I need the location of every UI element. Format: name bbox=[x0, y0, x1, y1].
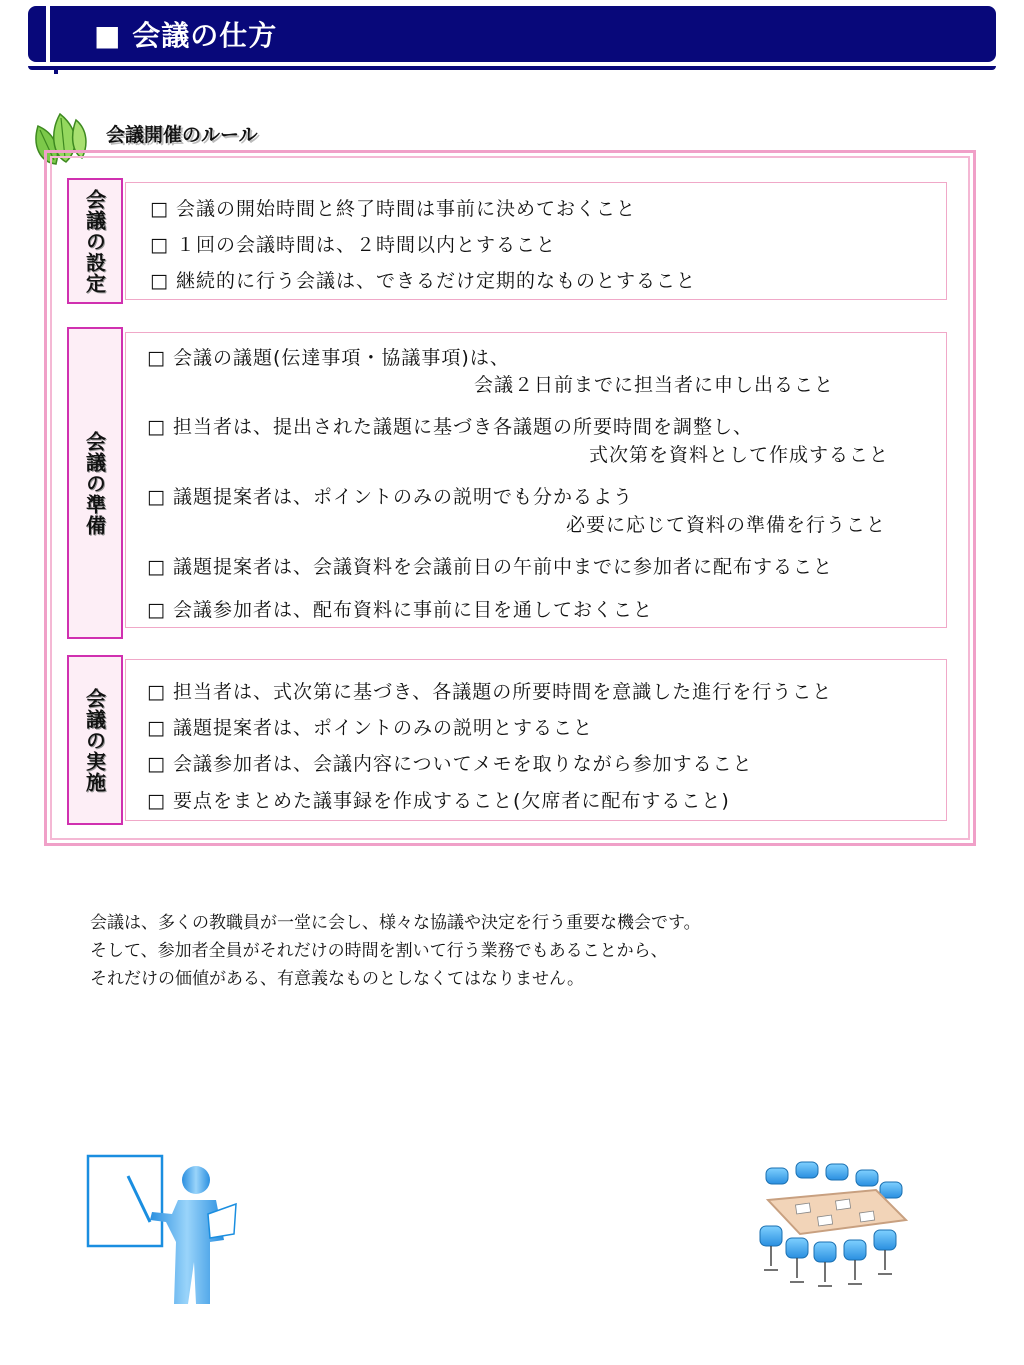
body-paragraph-line: そして、参加者全員がそれだけの時間を割いて行う業務でもあることから、 bbox=[90, 941, 668, 961]
list-item-continuation: 会議２日前までに担当者に申し出ること bbox=[474, 374, 835, 396]
list-item: □ 議題提案者は、ポイントのみの説明でも分かるよう bbox=[147, 486, 633, 508]
list-item: □ １回の会議時間は、２時間以内とすること bbox=[150, 234, 556, 256]
list-item: □ 議題提案者は、ポイントのみの説明とすること bbox=[147, 717, 593, 739]
list-item: □ 要点をまとめた議事録を作成すること(欠席者に配布すること) bbox=[147, 790, 730, 812]
list-item: □ 継続的に行う会議は、できるだけ定期的なものとすること bbox=[150, 270, 696, 292]
list-item: □ 担当者は、提出された議題に基づき各議題の所要時間を調整し、 bbox=[147, 416, 753, 438]
group-label-preparation: 会議の準備 bbox=[67, 327, 123, 639]
list-item: □ 会議の議題(伝達事項・協議事項)は、 bbox=[147, 347, 510, 369]
page-title: ■ 会議の仕方 bbox=[94, 19, 278, 52]
group-label-execution: 会議の実施 bbox=[67, 655, 123, 825]
body-paragraph-line: それだけの価値がある、有意義なものとしなくてはなりません。 bbox=[90, 969, 585, 989]
presenter-clipart bbox=[84, 1152, 244, 1310]
list-item: □ 議題提案者は、会議資料を会議前日の午前中までに参加者に配布すること bbox=[147, 556, 833, 578]
list-item: □ 会議参加者は、会議内容についてメモを取りながら参加すること bbox=[147, 753, 753, 775]
group-label-setting: 会議の設定 bbox=[67, 178, 123, 304]
list-item: □ 会議の開始時間と終了時間は事前に決めておくこと bbox=[150, 198, 636, 220]
section-title: 会議開催のルール bbox=[106, 124, 258, 146]
list-item: □ 会議参加者は、配布資料に事前に目を通しておくこと bbox=[147, 599, 653, 621]
header-banner bbox=[28, 6, 996, 62]
list-item-continuation: 必要に応じて資料の準備を行うこと bbox=[566, 514, 887, 536]
list-item-continuation: 式次第を資料として作成すること bbox=[589, 444, 890, 466]
body-paragraph-line: 会議は、多くの教職員が一堂に会し、様々な協議や決定を行う重要な機会です。 bbox=[90, 913, 701, 933]
list-item: □ 担当者は、式次第に基づき、各議題の所要時間を意識した進行を行うこと bbox=[147, 681, 833, 703]
meeting-table-clipart bbox=[756, 1160, 912, 1296]
